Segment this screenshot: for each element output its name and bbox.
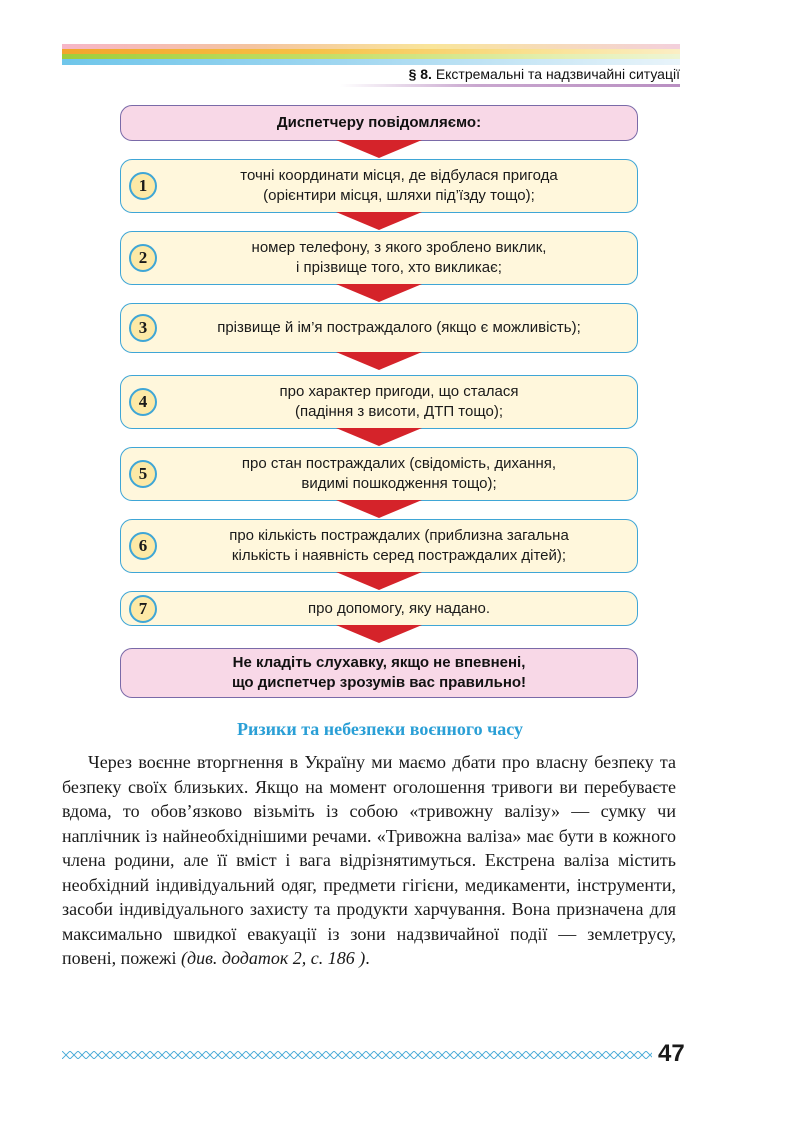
step-number-badge: 4 [129, 388, 157, 416]
down-arrow-icon [336, 212, 422, 230]
step-box-1 [120, 159, 638, 213]
step-box-3 [120, 303, 638, 353]
down-arrow-icon [336, 428, 422, 446]
step-box-7 [120, 591, 638, 626]
flowchart-title-box [120, 105, 638, 141]
paragraph-text: Через воєнне вторгнення в Україну ми маємо дбати про власну безпеку та безпеку своїх близьких. Якщо на момент оголошення тривоги ви перебуваєте вдома, то обов’язково візьміть із собою «тривожну валізу» — сумку чи наплічник із найнеобхіднішими речами. «Тривожна валіза» має бути в кожного члена родини, але її вміст і вага відрізнятимуться. Екстрена валіза містить необхідний індивідуальний одяг, предмети гігієни, медикаменти, інструменти, засоби індивідуального захисту та продукти харчування. Вона призначена для максимально швидкої евакуації із зони надзвичайної події — землетрусу, повені, пожежі [62, 752, 676, 968]
step-text [169, 232, 629, 284]
step-line: про допомогу, яку надано. [307, 599, 491, 617]
step-number-badge: 1 [129, 172, 157, 200]
step-number-badge: 2 [129, 244, 157, 272]
step-box-4 [120, 375, 638, 429]
page-number: 47 [658, 1040, 685, 1067]
flowchart-final-box [120, 648, 638, 698]
step-number-badge: 6 [129, 532, 157, 560]
down-arrow-icon [336, 140, 422, 158]
down-arrow-icon [336, 284, 422, 302]
down-arrow-icon [336, 572, 422, 590]
step-text [169, 592, 629, 625]
step-box-6 [120, 519, 638, 573]
step-box-5 [120, 447, 638, 501]
step-line: видимі пошкодження тощо); [301, 475, 497, 492]
section-heading: Ризики та небезпеки воєнного часу [237, 719, 523, 739]
final-warning-line: що диспетчер зрозумів вас правильно! [231, 674, 527, 691]
step-number-badge: 5 [129, 460, 157, 488]
step-box-2 [120, 231, 638, 285]
step-line: про стан постраждалих (свідомість, дихання, [241, 455, 557, 472]
step-line: номер телефону, з якого зроблено виклик, [251, 239, 547, 256]
step-line: (орієнтири місця, шляхи під’їзду тощо); [263, 187, 535, 204]
step-number-badge: 3 [129, 314, 157, 342]
step-line: про характер пригоди, що сталася [279, 383, 519, 400]
step-text [169, 376, 629, 428]
step-line: точні координати місця, де відбулася пригода [240, 167, 558, 184]
step-text [169, 520, 629, 572]
step-line: про кількість постраждалих (приблизна загальна [229, 527, 569, 544]
down-arrow-icon [336, 500, 422, 518]
final-warning-line: Не кладіть слухавку, якщо не впевнені, [232, 654, 526, 671]
step-line: (падіння з висоти, ДТП тощо); [294, 403, 504, 420]
appendix-reference: (див. додаток 2, с. 186 ) [180, 948, 366, 968]
step-text [169, 160, 629, 212]
section-number: § 8. [408, 66, 432, 82]
step-line: прізвище й ім’я постраждалого (якщо є можливість); [217, 319, 581, 336]
body-paragraph [62, 750, 676, 971]
running-header [409, 66, 680, 82]
step-line: і прізвище того, хто викликає; [296, 259, 502, 276]
step-line: кількість і наявність серед постраждалих дітей); [231, 547, 567, 564]
step-number-badge: 7 [129, 595, 157, 623]
flowchart-title: Диспетчеру повідомляємо: [276, 114, 482, 131]
step-text [169, 448, 629, 500]
decorative-footer-line [62, 1049, 652, 1061]
down-arrow-icon [336, 625, 422, 643]
section-title: Екстремальні та надзвичайні ситуації [435, 66, 680, 82]
decorative-header-stripes [62, 44, 680, 64]
down-arrow-icon [336, 352, 422, 370]
header-underline [340, 84, 680, 87]
paragraph-ending: . [365, 948, 370, 968]
step-text [169, 304, 629, 352]
